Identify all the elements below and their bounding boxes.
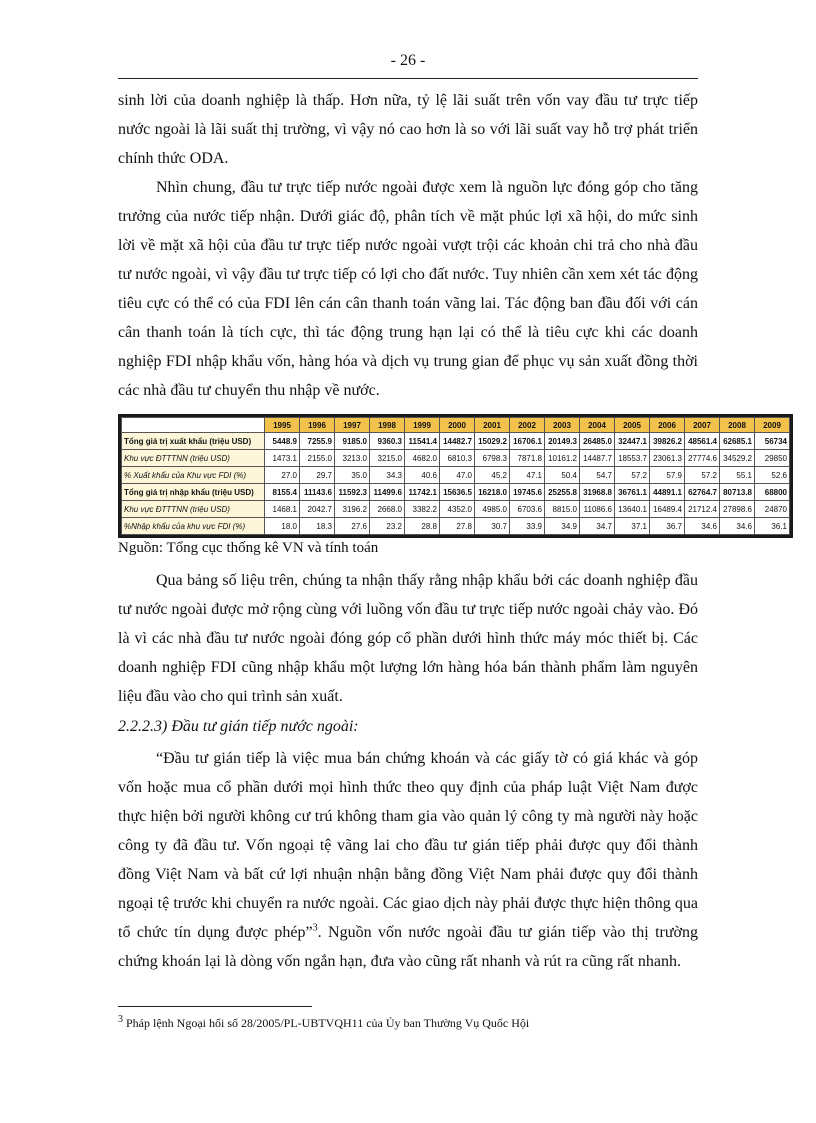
table-cell: 2668.0 (370, 501, 405, 518)
table-cell: 18553.7 (615, 450, 650, 467)
table-body (122, 433, 790, 535)
table-cell: 29850 (755, 450, 790, 467)
table-cell: 9360.3 (370, 433, 405, 450)
year-header: 1995 (265, 418, 300, 433)
table-cell: 68800 (755, 484, 790, 501)
table-cell: 11086.6 (580, 501, 615, 518)
row-label: Tổng giá trị nhập khẩu (triệu USD) (122, 484, 265, 501)
table-cell: 6810.3 (440, 450, 475, 467)
row-label: % Xuất khẩu của Khu vực FDI (%) (122, 467, 265, 484)
table-cell: 3215.0 (370, 450, 405, 467)
header-rule (118, 78, 698, 79)
year-header: 2001 (475, 418, 510, 433)
table-cell: 7871.8 (510, 450, 545, 467)
table-cell: 15636.5 (440, 484, 475, 501)
table-cell: 20149.3 (545, 433, 580, 450)
year-header: 2000 (440, 418, 475, 433)
table-cell: 55.1 (720, 467, 755, 484)
table-cell: 34.6 (720, 518, 755, 535)
row-label: Tổng giá trị xuất khẩu (triệu USD) (122, 433, 265, 450)
row-label: Khu vực ĐTTTNN (triệu USD) (122, 450, 265, 467)
paragraph-3: Qua bảng số liệu trên, chúng ta nhận thấy rằng nhập khẩu bởi các doanh nghiệp đầu tư nước ngoài được mở rộng cùng với luồng vốn đầu tư trực tiếp nước ngoài chảy vào. Đó là vì các nhà đầu tư nước ngoài đóng góp cổ phần dưới hình thức máy móc thiết bị. Các doanh nghiệp FDI cũng nhập khẩu một lượng lớn hàng hóa bán thành phẩm làm nguyên liệu đầu vào cho qui trình sản xuất. (118, 572, 698, 705)
table-cell: 39826.2 (650, 433, 685, 450)
paragraph-5-text: “Đầu tư gián tiếp là việc mua bán chứng khoán và các giấy tờ có giá khác và góp vốn hoặc mua cổ phần dưới mọi hình thức theo quy định của pháp luật Việt Nam được thực hiện bởi người không cư trú không tham gia vào quản lý công ty mà người này hoặc công ty đã đầu tư. Vốn ngoại tệ vãng lai cho đầu tư gián tiếp phải được quy đổi thành đồng Việt Nam và bất cứ lợi nhuận nhận bằng đồng Việt Nam phải được quy đổi thành ngoại tệ trước khi chuyển ra nước ngoài. Các giao dịch này phải được thực hiện thông qua tổ chức tín dụng được phép” (118, 750, 698, 941)
table-cell: 11143.6 (300, 484, 335, 501)
table-header-row (122, 418, 790, 433)
source-note: Nguồn: Tổng cục thống kê VN và tính toán (118, 540, 379, 556)
table-row (122, 450, 790, 467)
table-cell: 1473.1 (265, 450, 300, 467)
table-cell: 4682.0 (405, 450, 440, 467)
table-cell: 36.1 (755, 518, 790, 535)
row-label: Khu vực ĐTTTNN (triệu USD) (122, 501, 265, 518)
table-row (122, 433, 790, 450)
table-cell: 18.3 (300, 518, 335, 535)
table-cell: 16218.0 (475, 484, 510, 501)
table-cell: 4985.0 (475, 501, 510, 518)
table-cell: 32447.1 (615, 433, 650, 450)
row-label: %Nhập khẩu của khu vực FDI (%) (122, 518, 265, 535)
statistics-table (118, 414, 793, 538)
section-heading: 2.2.2.3) Đầu tư gián tiếp nước ngoài: (118, 718, 359, 735)
table-cell: 27.6 (335, 518, 370, 535)
table-cell: 54.7 (580, 467, 615, 484)
table-cell: 34.7 (580, 518, 615, 535)
table-cell: 80713.8 (720, 484, 755, 501)
year-header: 1999 (405, 418, 440, 433)
table-cell: 57.9 (650, 467, 685, 484)
table-cell: 13640.1 (615, 501, 650, 518)
table-cell: 23061.3 (650, 450, 685, 467)
table-cell: 57.2 (615, 467, 650, 484)
table-cell: 56734 (755, 433, 790, 450)
table-cell: 3382.2 (405, 501, 440, 518)
table-cell: 16489.4 (650, 501, 685, 518)
table-cell: 28.8 (405, 518, 440, 535)
table-cell: 29.7 (300, 467, 335, 484)
table-cell: 14482.7 (440, 433, 475, 450)
table-cell: 6798.3 (475, 450, 510, 467)
table-cell: 24870 (755, 501, 790, 518)
paragraph-2: Nhìn chung, đầu tư trực tiếp nước ngoài được xem là nguồn lực đóng góp cho tăng trưởng của nước tiếp nhận. Dưới giác độ, phân tích về mặt phúc lợi xã hội, do mức sinh lời về mặt xã hội của đầu tư trực tiếp nước ngoài vượt trội các khoản chi trả cho nhà đầu tư nước ngoài, vì vậy đầu tư trực tiếp có lợi cho đất nước. Tuy nhiên cần xem xét tác động tiêu cực có thể có của FDI lên cán cân thanh toán vãng lai. Tác động ban đầu đối với cán cân thanh toán là tích cực, thì tác động trung hạn lại có thể là tiêu cực khi các doanh nghiệp FDI nhập khẩu vốn, hàng hóa và dịch vụ trung gian để phục vụ sản xuất đồng thời các nhà đầu tư chuyển thu nhập về nước. (118, 179, 698, 399)
table-cell: 7255.9 (300, 433, 335, 450)
table-cell: 9185.0 (335, 433, 370, 450)
table-row (122, 518, 790, 535)
table-cell: 62764.7 (685, 484, 720, 501)
table-cell: 57.2 (685, 467, 720, 484)
year-header: 2002 (510, 418, 545, 433)
table-cell: 36.7 (650, 518, 685, 535)
table-cell: 11541.4 (405, 433, 440, 450)
table-cell: 3213.0 (335, 450, 370, 467)
paragraph-1: sinh lời của doanh nghiệp là thấp. Hơn nữa, tỷ lệ lãi suất trên vốn vay đầu tư trực tiếp nước ngoài là lãi suất thị trường, vì vậy nó cao hơn là so với lãi suất vay hỗ trợ phát triển chính thức ODA. (118, 92, 698, 167)
table-cell: 23.2 (370, 518, 405, 535)
table-cell: 1468.1 (265, 501, 300, 518)
year-header: 1996 (300, 418, 335, 433)
paragraph-5 (118, 744, 698, 976)
table-cell: 14487.7 (580, 450, 615, 467)
footnote-text: Pháp lệnh Ngoại hối số 28/2005/PL-UBTVQH11 của Ủy ban Thường Vụ Quốc Hội (126, 1016, 530, 1030)
table-cell: 34.3 (370, 467, 405, 484)
year-header: 2008 (720, 418, 755, 433)
table-cell: 8815.0 (545, 501, 580, 518)
table-cell: 2155.0 (300, 450, 335, 467)
table-cell: 2042.7 (300, 501, 335, 518)
year-header: 2005 (615, 418, 650, 433)
table-cell: 47.0 (440, 467, 475, 484)
footnote-reference: 3 (312, 922, 318, 934)
footnote (118, 1016, 529, 1031)
table-cell: 11499.6 (370, 484, 405, 501)
table-cell: 27.8 (440, 518, 475, 535)
table-cell: 19745.6 (510, 484, 545, 501)
table-cell: 40.6 (405, 467, 440, 484)
table-cell: 45.2 (475, 467, 510, 484)
table-cell: 26485.0 (580, 433, 615, 450)
table-cell: 62685.1 (720, 433, 755, 450)
table-row (122, 501, 790, 518)
table-cell: 34.6 (685, 518, 720, 535)
table-cell: 4352.0 (440, 501, 475, 518)
table-cell: 6703.6 (510, 501, 545, 518)
table-cell: 27898.6 (720, 501, 755, 518)
table-cell: 3196.2 (335, 501, 370, 518)
paragraph-5-text-end: . Nguồn vốn nước ngoài đầu tư gián tiếp vào thị trường chứng khoán lại là dòng vốn ngắn hạn, đưa vào cũng rất nhanh và rút ra cũng rất nhanh. (118, 924, 698, 970)
table-cell: 48561.4 (685, 433, 720, 450)
table-cell: 10161.2 (545, 450, 580, 467)
footnote-rule (118, 1006, 312, 1007)
year-header: 2004 (580, 418, 615, 433)
year-header: 1998 (370, 418, 405, 433)
table-row (122, 467, 790, 484)
page-number: - 26 - (390, 52, 426, 69)
table-cell: 11592.3 (335, 484, 370, 501)
table-cell: 16706.1 (510, 433, 545, 450)
table-cell: 5448.9 (265, 433, 300, 450)
table-cell: 25255.8 (545, 484, 580, 501)
year-header: 2006 (650, 418, 685, 433)
year-header: 1997 (335, 418, 370, 433)
table-cell: 44891.1 (650, 484, 685, 501)
table-cell: 50.4 (545, 467, 580, 484)
table-cell: 34.9 (545, 518, 580, 535)
table-cell: 52.6 (755, 467, 790, 484)
table-cell: 31968.8 (580, 484, 615, 501)
table-cell: 15029.2 (475, 433, 510, 450)
table-cell: 27774.6 (685, 450, 720, 467)
table-cell: 35.0 (335, 467, 370, 484)
table-cell: 8155.4 (265, 484, 300, 501)
table-cell: 47.1 (510, 467, 545, 484)
trade-table (121, 417, 790, 535)
table-row (122, 484, 790, 501)
table-corner-cell (122, 418, 265, 433)
table-cell: 33.9 (510, 518, 545, 535)
table-cell: 21712.4 (685, 501, 720, 518)
table-cell: 18.0 (265, 518, 300, 535)
table-cell: 37.1 (615, 518, 650, 535)
year-header: 2003 (545, 418, 580, 433)
table-cell: 30.7 (475, 518, 510, 535)
table-cell: 36761.1 (615, 484, 650, 501)
year-header: 2007 (685, 418, 720, 433)
table-cell: 27.0 (265, 467, 300, 484)
year-header: 2009 (755, 418, 790, 433)
table-cell: 11742.1 (405, 484, 440, 501)
footnote-mark: 3 (118, 1014, 123, 1025)
table-cell: 34529.2 (720, 450, 755, 467)
